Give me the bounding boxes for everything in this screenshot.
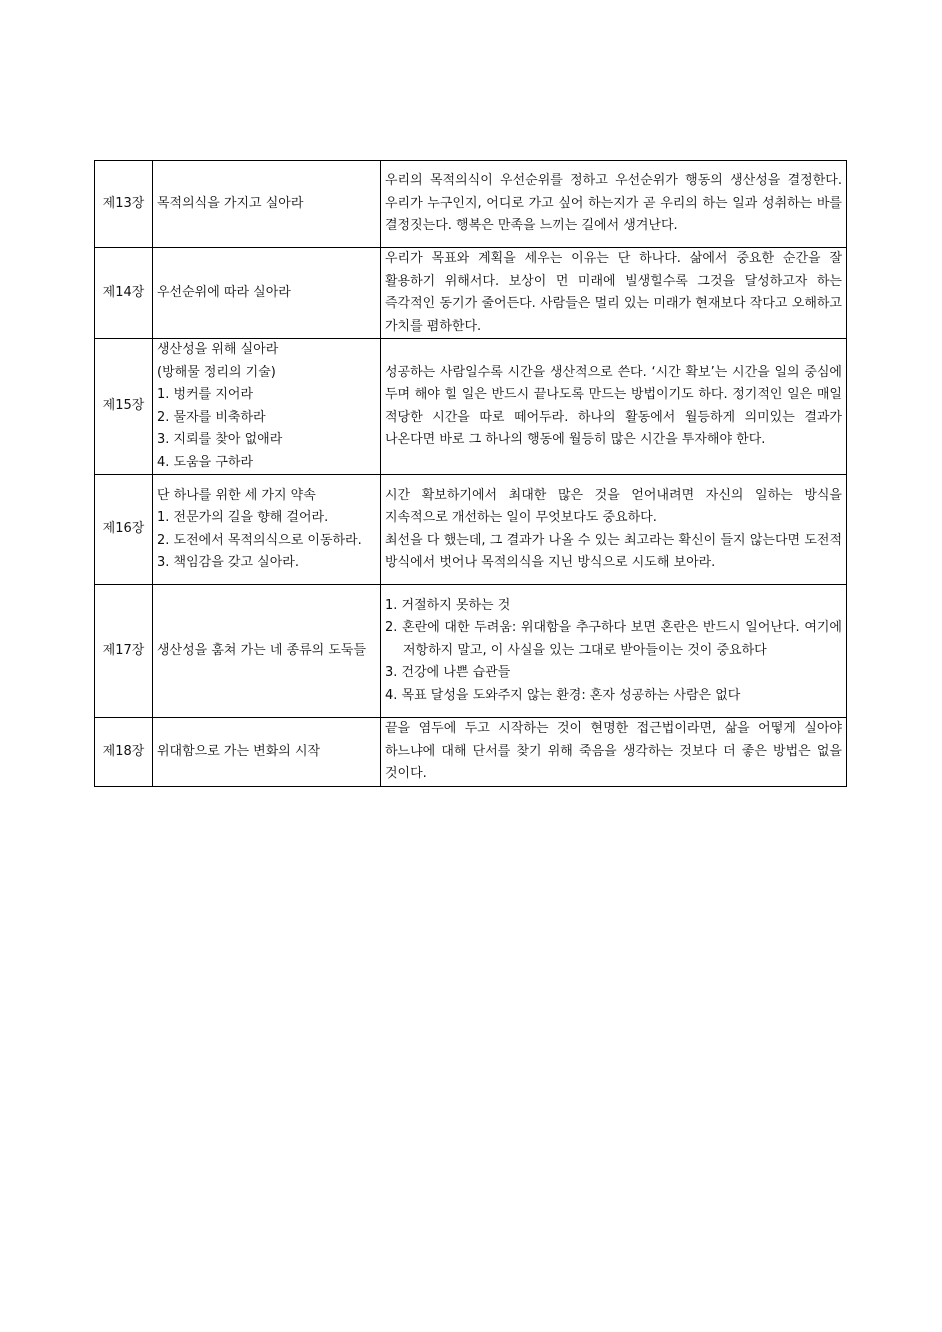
chapter-title-line: 생산성을 위해 실아라: [157, 342, 279, 357]
title-list-item: 4. 도움을 구하라: [157, 454, 254, 470]
chapter-number: 제14장: [95, 248, 153, 339]
chapter-number: 제16장: [95, 475, 153, 585]
table-row-ch18: [95, 718, 847, 787]
table-row-ch14: [95, 248, 847, 339]
chapter-title-line: 단 하나를 위한 세 가지 약속: [157, 487, 316, 503]
chapter-description: 성공하는 사람일수록 시간을 생산적으로 쓴다. ‘시간 확보’는 시간을 일의 중심에 두며 해야 힐 일은 반드시 끝나도록 만드는 방법이기도 하다. 정기적인 일은 매일 적당한 시간을 따로 떼어두라. 하나의 활동에서 월등하게 의미있는 결과가 나온다면 바로 그 하나의 행동에 월등히 많은 시간을 투자해야 한다.: [381, 339, 847, 475]
chapter-description: 우리의 목적의식이 우선순위를 정하고 우선순위가 행동의 생산성을 결정한다. 우리가 누구인지, 어디로 가고 싶어 하는지가 곧 우리의 하는 일과 성취하는 바를 결정짓는다. 행복은 만족을 느끼는 길에서 생겨난다.: [381, 161, 847, 248]
description-list-item: 3. 건강에 나쁜 습관들: [385, 665, 511, 681]
chapter-number: 제18장: [95, 718, 153, 787]
title-list-item: 1. 전문가의 길을 향해 걸어라.: [157, 510, 329, 525]
chapter-description: [381, 475, 847, 585]
chapter-title: 우선순위에 따라 실아라: [153, 248, 381, 339]
table-row-ch16: [95, 475, 847, 585]
chapter-title: [153, 339, 381, 475]
title-list-item: 2. 물자를 비축하라: [157, 409, 266, 425]
chapter-number: 제13장: [95, 161, 153, 248]
description-paragraph: 최선을 다 했는데, 그 결과가 나올 수 있는 최고라는 확신이 들지 않는다면 도전적 방식에서 벗어나 목적의식을 지닌 방식으로 시도해 보아라.: [385, 532, 842, 570]
title-list-item: 3. 지뢰를 찾아 없애라: [157, 432, 283, 447]
chapter-title: [153, 475, 381, 585]
chapter-title: 위대함으로 가는 변화의 시작: [153, 718, 381, 787]
title-list-item: 2. 도전에서 목적의식으로 이동하라.: [157, 532, 362, 548]
chapter-summary-table: [94, 160, 847, 787]
chapter-title: 목적의식을 가지고 실아라: [153, 161, 381, 248]
title-list-item: 3. 책임감을 갖고 실아라.: [157, 555, 299, 570]
table-row-ch15: [95, 339, 847, 475]
description-paragraph: 시간 확보하기에서 최대한 많은 것을 얻어내려면 자신의 일하는 방식을 지속적으로 개선하는 일이 무엇보다도 중요하다.: [385, 487, 842, 525]
chapter-description: [381, 585, 847, 718]
chapter-subtitle-line: (방해물 정리의 기술): [157, 364, 276, 380]
table-row-ch13: [95, 161, 847, 248]
chapter-title: 생산성을 훔쳐 가는 네 종류의 도둑들: [153, 585, 381, 718]
chapter-description: 끝을 염두에 두고 시작하는 것이 현명한 접근법이라면, 삶을 어떻게 실아야 하느냐에 대해 단서를 찾기 위해 죽음을 생각하는 것보다 더 좋은 방법은 없을 것이다.: [381, 718, 847, 787]
chapter-number: 제17장: [95, 585, 153, 718]
chapter-number: 제15장: [95, 339, 153, 475]
chapter-description: 우리가 목표와 계획을 세우는 이유는 단 하나다. 삶에서 중요한 순간을 잘 활용하기 위해서다. 보상이 먼 미래에 빌생힐수록 그것을 달성하고자 하는 즉각적인 동기가 줄어든다. 사람들은 멀리 있는 미래가 현재보다 작다고 오해하고 가치를 폄하한다.: [381, 248, 847, 339]
description-list-item: 2. 혼란에 대한 두려움: 위대함을 추구하다 보면 혼란은 반드시 일어난다. 여기에 저항하지 말고, 이 사실을 있는 그대로 받아들이는 것이 중요하다: [385, 620, 842, 658]
description-list-item: 4. 목표 달성을 도와주지 않는 환경: 혼자 성공하는 사람은 없다: [385, 687, 741, 703]
title-list-item: 1. 벙커를 지어라: [157, 387, 254, 402]
table-row-ch17: [95, 585, 847, 718]
description-list-item: 1. 거절하지 못하는 것: [385, 597, 511, 613]
